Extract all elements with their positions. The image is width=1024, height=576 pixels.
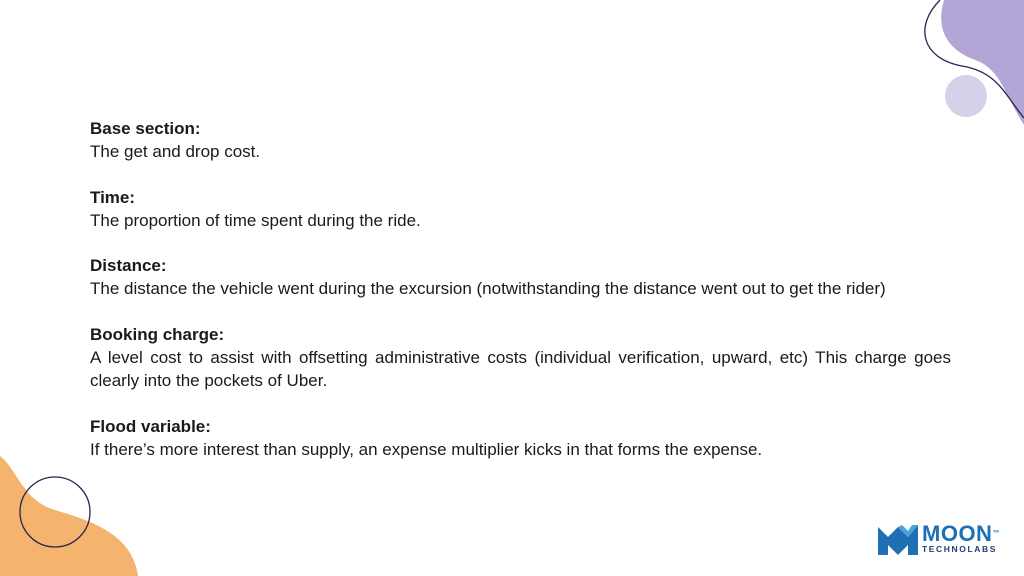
logo-name [922,520,1000,546]
content-area [90,117,951,483]
section-heading: Flood variable: [90,416,211,436]
section-text: The distance the vehicle went during the excursion (notwithstanding the distance went out to get the rider) [90,279,886,298]
section-booking-charge [90,323,951,393]
section-heading: Base section: [90,119,201,138]
section-text: The get and drop cost. [90,142,261,161]
logo-subtitle: TECHNOLABS [922,543,998,554]
logo-trademark: ™ [992,529,1000,537]
section-text: The proportion of time spent during the ride. [90,210,421,230]
section-heading: Distance: [90,256,167,275]
section-flood-variable [90,415,951,462]
section-text: A level cost to assist with offsetting administrative costs (individual verification, upward, etc) This charge goes clearly into the pockets of Uber. [90,347,951,390]
light-purple-circle-shape [945,75,987,117]
section-time [90,186,951,233]
logo-text [922,520,1000,555]
logo-name-text: MOON [922,520,993,546]
logo-mark-icon [878,523,918,555]
moon-technolabs-logo [878,522,1000,556]
section-heading: Booking charge: [90,324,225,344]
section-base [90,117,951,164]
section-text: If there’s more interest than supply, an expense multiplier kicks in that forms the expense. [90,439,763,459]
section-heading: Time: [90,187,136,207]
section-distance [90,254,951,301]
